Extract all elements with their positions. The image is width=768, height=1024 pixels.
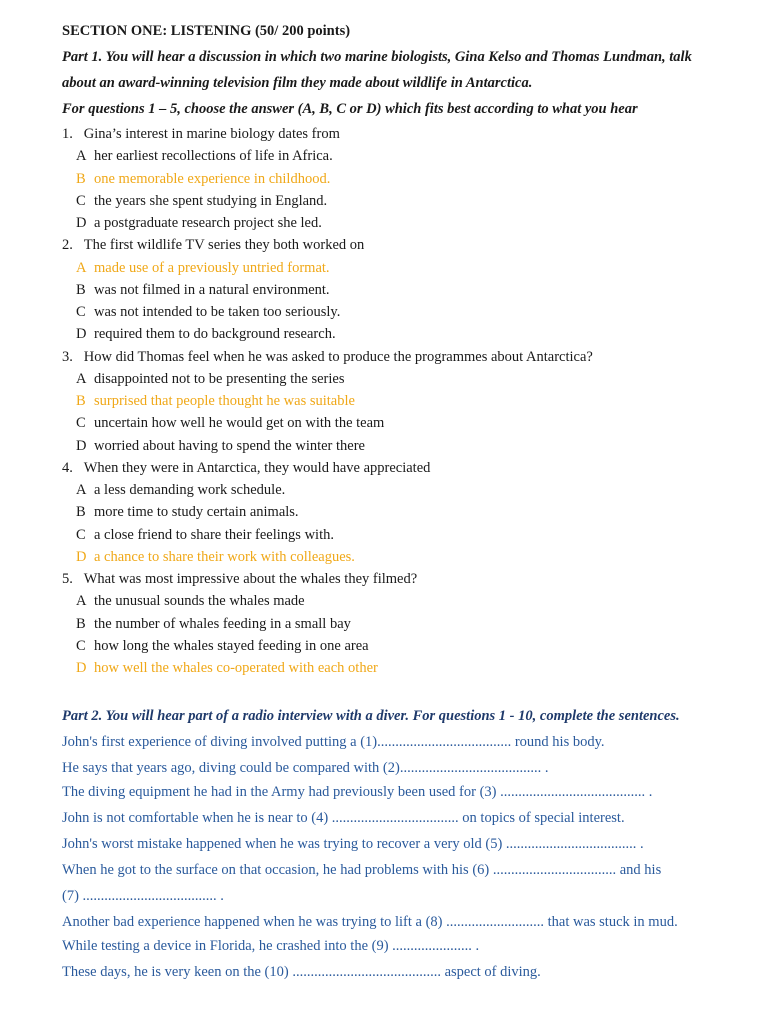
q2-option-d: D required them to do background research. [76,326,336,342]
q5-option-b: B the number of whales feeding in a small bay [76,616,351,632]
question-number: 4. [62,460,73,476]
question-text: How did Thomas feel when he was asked to produce the programmes about Antarctica? [83,349,593,365]
q1-option-a: A her earliest recollections of life in Africa. [76,148,333,164]
question-5 [62,569,417,589]
q5-option-c: C how long the whales stayed feeding in one area [76,638,369,654]
q2-option-b: B was not filmed in a natural environment. [76,282,330,298]
question-text: The first wildlife TV series they both worked on [83,237,365,253]
q4-option-a: A a less demanding work schedule. [76,482,286,498]
part2-sentence-9: While testing a device in Florida, he crashed into the (9) ...................... . [62,938,480,954]
part2-sentence-2: He says that years ago, diving could be compared with (2)....................................... . [62,760,549,776]
question-2 [62,235,364,255]
q5-option-a: A the unusual sounds the whales made [76,593,305,609]
question-number: 5. [62,571,73,587]
q3-option-b: B surprised that people thought he was suitable [76,393,355,409]
section-title: SECTION ONE: LISTENING (50/ 200 points) [62,23,351,39]
question-text: What was most impressive about the whales they filmed? [83,571,418,587]
q4-option-b: B more time to study certain animals. [76,504,299,520]
question-number: 1. [62,126,73,142]
question-4 [62,458,430,478]
question-text: When they were in Antarctica, they would have appreciated [83,460,431,476]
part2-sentence-10: These days, he is very keen on the (10) ......................................... aspect of diving. [62,964,541,980]
q4-option-d: D a chance to share their work with colleagues. [76,549,355,565]
q5-option-d: D how well the whales co-operated with each other [76,660,378,676]
part2-sentence-1: John's first experience of diving involved putting a (1)..................................... round his body. [62,734,605,750]
part2-intro: Part 2. You will hear part of a radio interview with a diver. For questions 1 - 10, complete the sentences. [62,708,680,724]
part1-instructions: For questions 1 – 5, choose the answer (A, B, C or D) which fits best according to what you hear [62,101,638,117]
part2-sentence-6: When he got to the surface on that occasion, he had problems with his (6) .................................. and his [62,862,662,878]
q1-option-b: B one memorable experience in childhood. [76,171,331,187]
part2-sentence-5: John's worst mistake happened when he was trying to recover a very old (5) .................................... . [62,836,644,852]
q2-option-a: A made use of a previously untried format. [76,260,330,276]
part2-sentence-3: The diving equipment he had in the Army had previously been used for (3) ........................................ . [62,784,653,800]
question-1 [62,124,340,144]
part1-intro-line2: about an award-winning television film they made about wildlife in Antarctica. [62,75,533,91]
part1-intro-line1: Part 1. You will hear a discussion in which two marine biologists, Gina Kelso and Thomas Lundman, talk [62,49,692,65]
q2-option-c: C was not intended to be taken too seriously. [76,304,341,320]
question-number: 2. [62,237,73,253]
q1-option-c: C the years she spent studying in England. [76,193,328,209]
q3-option-a: A disappointed not to be presenting the series [76,371,345,387]
q1-option-d: D a postgraduate research project she led. [76,215,322,231]
q3-option-d: D worried about having to spend the winter there [76,438,365,454]
part2-sentence-4: John is not comfortable when he is near to (4) ................................... on topics of special interest. [62,810,625,826]
q3-option-c: C uncertain how well he would get on with the team [76,415,385,431]
q4-option-c: C a close friend to share their feelings with. [76,527,334,543]
question-3 [62,347,593,367]
part2-sentence-7: (7) ..................................... . [62,888,224,904]
part2-sentence-8: Another bad experience happened when he was trying to lift a (8) ........................... that was stuck in mud. [62,914,678,930]
question-number: 3. [62,349,73,365]
question-text: Gina’s interest in marine biology dates from [83,126,340,142]
